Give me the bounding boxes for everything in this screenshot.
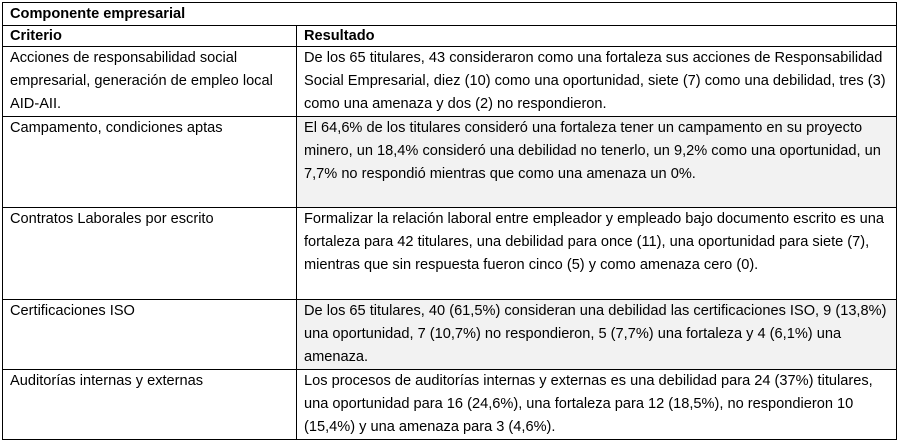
result-cell: De los 65 titulares, 43 consideraron como una fortaleza sus acciones de Responsabilidad Social Empresarial, diez (10) como una oportunidad, siete (7) como una debilidad, tres (3) como una amenaza y dos (2) no respondieron. [297, 47, 897, 117]
result-cell: Los procesos de auditorías internas y externas es una debilidad para 24 (37%) titulares, una oportunidad para 16 (24,6%), una fortaleza para 12 (18,5%), no respondieron 10 (15,4%) y una amenaza para 3 (4,6%). [297, 370, 897, 440]
result-header: Resultado [297, 26, 897, 47]
result-cell: El 64,6% de los titulares consideró una fortaleza tener un campamento en su proyecto minero, un 18,4% consideró una debilidad no tenerlo, un 9,2% como una oportunidad, un 7,7% no respondió mientras que como una amenaza un 0%. [297, 117, 897, 208]
criterion-cell: Acciones de responsabilidad social empresarial, generación de empleo local AID-AII. [3, 47, 297, 117]
header-row [3, 26, 897, 47]
results-table [2, 2, 897, 440]
criterion-cell: Contratos Laborales por escrito [3, 208, 297, 300]
section-title: Componente empresarial [3, 3, 897, 26]
section-row [3, 3, 897, 26]
criterion-cell: Campamento, condiciones aptas [3, 117, 297, 208]
table-row [3, 117, 897, 208]
criterion-cell: Auditorías internas y externas [3, 370, 297, 440]
criterion-header: Criterio [3, 26, 297, 47]
table-row [3, 208, 897, 300]
table-row [3, 370, 897, 440]
table-row [3, 300, 897, 370]
result-cell: Formalizar la relación laboral entre empleador y empleado bajo documento escrito es una fortaleza para 42 titulares, una debilidad para once (11), una oportunidad para siete (7), mientras que sin respuesta fueron cinco (5) y como amenaza cero (0). [297, 208, 897, 300]
criterion-cell: Certificaciones ISO [3, 300, 297, 370]
table-row [3, 47, 897, 117]
result-cell: De los 65 titulares, 40 (61,5%) consideran una debilidad las certificaciones ISO, 9 (13,8%) una oportunidad, 7 (10,7%) no respondieron, 5 (7,7%) una fortaleza y 4 (6,1%) una amenaza. [297, 300, 897, 370]
